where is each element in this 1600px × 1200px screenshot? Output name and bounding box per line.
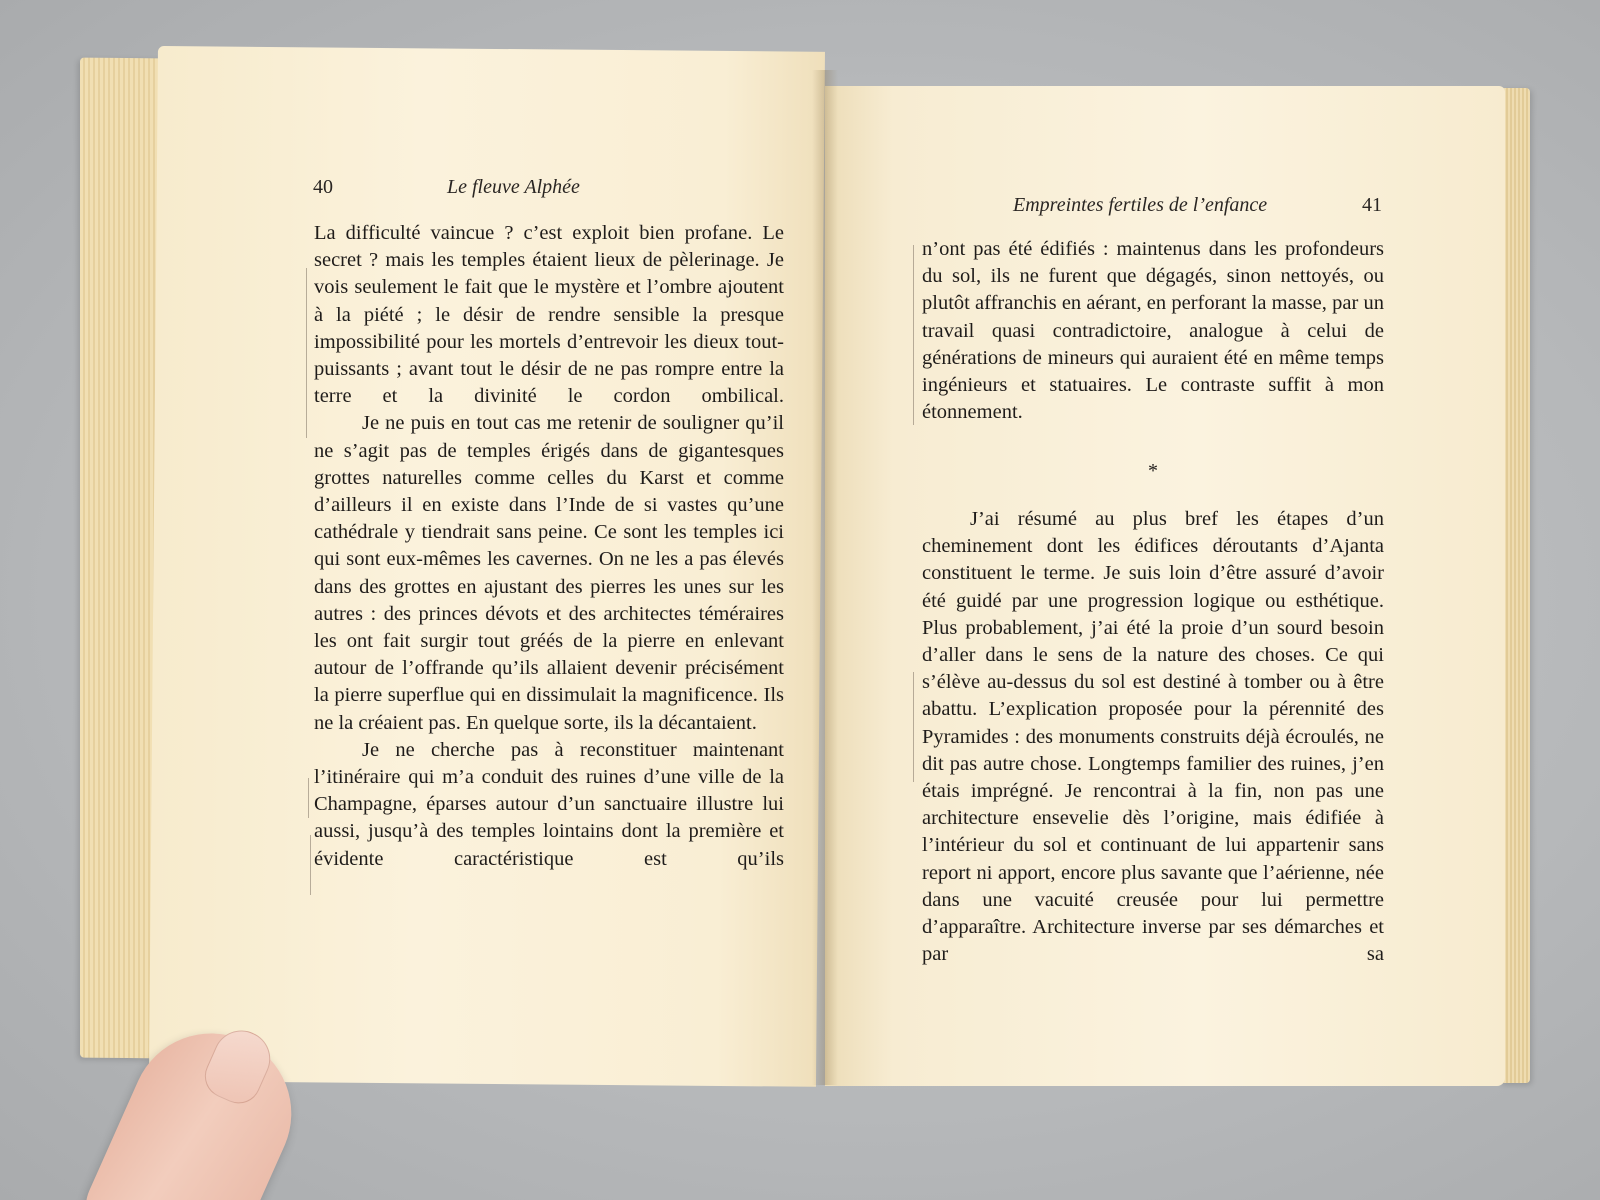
left-paragraph-1: La difficulté vaincue ? c’est exploit bien profane. Le secret ? mais les temples étaient lieux de pèlerinage. Je vois seulement le fait que le mystère et l’ombre ajoutent à la piété ; le désir de rendre sensible la presque impossibilité pour les mortels d’entrevoir les dieux tout-puissants ; avant tout le désir de ne pas rompre entre la terre et la divinité le cordon ombilical.: [314, 222, 784, 408]
right-paragraph-1: n’ont pas été édifiés : maintenus dans les profondeurs du sol, ils ne furent que dégagés, sinon nettoyés, ou plutôt affranchis en aérant, en perforant la masse, par un travail quasi contradictoire, analogue à celui de générations de mineurs qui auraient été en même temps ingénieurs et statuaires. Le contraste suffit à mon étonnement.: [922, 238, 1384, 424]
left-page-number: [313, 176, 333, 199]
right-page-text-top: [922, 236, 1384, 426]
margin-pencil-mark: [306, 268, 307, 438]
left-paragraph-2: Je ne puis en tout cas me retenir de souligner qu’il ne s’agit pas de temples érigés dans de gigantesques grottes naturelles comme celles du Karst et comme d’ailleurs il en existe dans l’Inde de si vastes qu’une cathédrale y tiendrait sans peine. Ce sont les temples ici qui sont eux-mêmes les cavernes. On ne les a pas élevés dans des grottes en ajustant des pierres les unes sur les autres : des princes dévots et des architectes téméraires les ont fait surgir tout gréés de la pierre en enlevant autour de l’offrande qu’ils allaient devenir précisément la pierre superflue qui en dissimulait la magnificence. Ils ne la créaient pas. En quelque sorte, ils la décantaient.: [314, 412, 784, 734]
right-page-number: [1362, 194, 1382, 217]
margin-pencil-mark: [310, 835, 311, 895]
margin-pencil-mark: [308, 778, 309, 818]
left-page-number-text: 40: [313, 176, 333, 198]
left-paragraph-3: Je ne cherche pas à reconstituer maintenant l’itinéraire qui m’a conduit des ruines d’une ville de la Champagne, éparses autour d’un sanctuaire illustre lui aussi, jusqu’à des temples lointains dont la première et évidente caractéristique est qu’ils: [314, 738, 784, 870]
left-running-title: [447, 176, 580, 199]
margin-pencil-mark: [913, 672, 914, 782]
section-separator-star: *: [1148, 460, 1158, 482]
right-page-text-bottom: [922, 506, 1384, 968]
margin-pencil-mark: [913, 245, 914, 425]
right-page-number-text: 41: [1362, 194, 1382, 216]
book-gutter: [812, 70, 838, 1085]
left-page-text: [314, 220, 784, 873]
right-paragraph-2: J’ai résumé au plus bref les étapes d’un cheminement dont les édifices déroutants d’Ajanta constituent le terme. Je suis loin d’être assuré d’avoir été guidé par une progression logique ou esthétique. Plus probablement, j’ai été la proie d’un sourd besoin d’aller dans le sens de la nature des choses. Ce qui s’élève au-dessus du sol est destiné à tomber ou à être abattu. L’explication proposée pour la pérennité des Pyramides : des monuments construits déjà écroulés, ne dit pas autre chose. Longtemps familier des ruines, j’en étais imprégné. Je rencontrai à la fin, non pas une architecture ensevelie dès l’origine, mais édifiée à l’intérieur du sol et continuant de lui appartenir sans report ni apport, encore plus savante que l’aérienne, née dans une vacuité creusée pour lui permettre d’apparaître. Architecture inverse par ses démarches et par sa: [922, 508, 1384, 966]
right-running-title-text: Empreintes fertiles de l’enfance: [1013, 194, 1268, 216]
right-running-title: [1013, 194, 1267, 217]
left-running-title-text: Le fleuve Alphée: [447, 176, 580, 198]
